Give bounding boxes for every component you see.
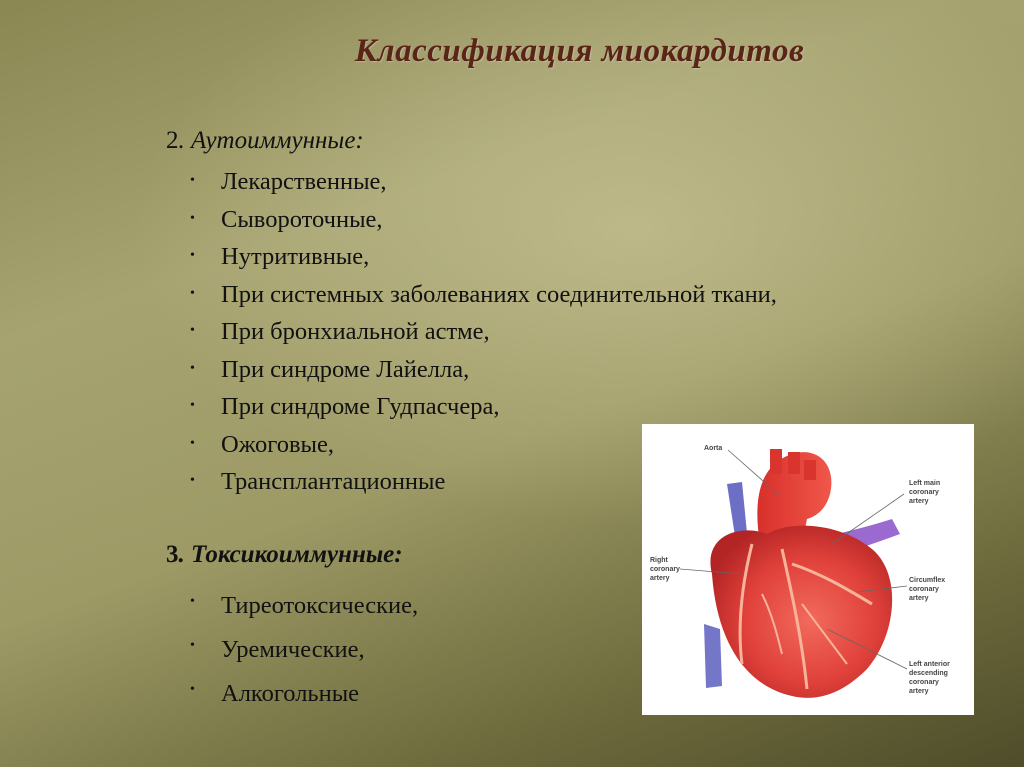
label-lad-4: artery (909, 688, 929, 695)
aorta-branch (804, 460, 816, 480)
inferior-vena-cava (704, 624, 722, 688)
list-item-text: При синдроме Гудпасчера, (221, 393, 500, 420)
bullet-icon: • (190, 398, 195, 413)
list-item-text: Алкогольные (221, 680, 360, 707)
list-item (166, 276, 777, 314)
section-3-heading-text: . Токсикоиммунные: (178, 541, 403, 568)
bullet-icon: • (190, 248, 195, 263)
list-item-text: При бронхиальной астме, (221, 318, 490, 345)
bullet-icon: • (190, 210, 195, 226)
label-lad-1: Left anterior (909, 661, 950, 668)
label-lad-2: descending (909, 670, 948, 677)
label-right-coronary-artery-2: coronary (650, 566, 680, 573)
section-2-number: 2 (166, 127, 179, 154)
label-right-coronary-artery-1: Right (650, 557, 668, 564)
list-item-text: Нутритивные, (221, 243, 370, 270)
section-3-number: 3 (166, 541, 179, 568)
list-item (166, 672, 418, 716)
list-item (166, 313, 777, 351)
list-item-text: Тиреотоксические, (221, 592, 419, 619)
label-circumflex-coronary-artery-1: Circumflex (909, 577, 946, 584)
section-3-heading (166, 541, 403, 569)
label-circumflex-coronary-artery-3: artery (909, 595, 929, 602)
section-2-heading (166, 127, 364, 155)
bullet-icon: • (190, 285, 195, 301)
list-item (166, 628, 418, 672)
label-right-coronary-artery-3: artery (650, 575, 670, 582)
list-item (166, 584, 418, 628)
label-left-main-coronary-artery-1: Left main (909, 480, 941, 487)
list-item (166, 163, 777, 201)
list-item-text: При синдроме Лайелла, (221, 355, 470, 383)
list-item (166, 351, 777, 389)
bullet-icon: • (190, 360, 195, 376)
list-item (166, 388, 777, 426)
bullet-icon: • (190, 638, 195, 653)
slide-title: Классификация миокардитов (354, 33, 805, 69)
list-item-text: При системных заболеваниях соединительной ткани, (221, 280, 777, 308)
bullet-icon: • (190, 435, 195, 451)
list-item-text: Трансплантационные (221, 468, 446, 495)
list-item-text: Ожоговые, (221, 430, 334, 458)
heart-diagram (642, 424, 974, 715)
bullet-icon: • (190, 173, 195, 188)
list-item (166, 201, 777, 239)
list-item-text: Сывороточные, (221, 205, 383, 233)
label-left-main-coronary-artery-3: artery (909, 498, 929, 505)
bullet-icon: • (190, 323, 195, 338)
heart-illustration (642, 424, 974, 715)
aorta-branch (788, 452, 800, 474)
section-2-heading-text: . Аутоиммунные: (178, 127, 364, 154)
label-left-main-coronary-artery-2: coronary (909, 489, 939, 496)
list-item (166, 238, 777, 276)
aorta-branch (770, 449, 782, 474)
section-3-list (166, 584, 418, 716)
label-circumflex-coronary-artery-2: coronary (909, 586, 939, 593)
bullet-icon: • (190, 594, 195, 609)
bullet-icon: • (190, 473, 195, 488)
label-lad-3: coronary (909, 679, 939, 686)
list-item-text: Лекарственные, (221, 168, 387, 195)
list-item-text: Уремические, (221, 636, 365, 663)
heart-body (710, 526, 892, 698)
bullet-icon: • (190, 682, 195, 697)
label-aorta: Aorta (704, 445, 723, 452)
